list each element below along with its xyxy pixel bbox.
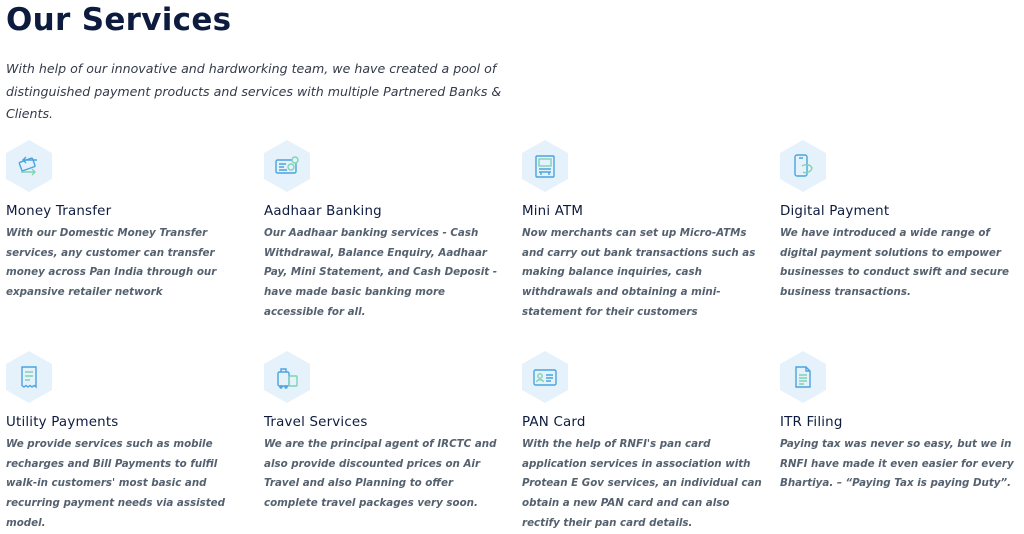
- service-description: We provide services such as mobile recharges and Bill Payments to fulfil walk-in customers' most basic and recurring payment needs via assisted model.: [6, 438, 226, 529]
- service-card-mini-atm: [522, 140, 762, 323]
- travel-luggage-icon: [264, 351, 310, 403]
- bill-receipt-icon: [6, 351, 52, 403]
- service-description: We have introduced a wide range of digital payment solutions to empower businesses to conduct swift and secure business transactions.: [780, 227, 1010, 299]
- aadhaar-card-icon: [264, 140, 310, 192]
- mobile-payment-icon: [780, 140, 826, 192]
- atm-machine-icon: [522, 140, 568, 192]
- service-description: With the help of RNFI's pan card application services in association with Protean E Gov services, an individual can obtain a new PAN card and can also rectify their pan card details.: [522, 438, 762, 529]
- service-description: Paying tax was never so easy, but we in RNFI have made it even easier for every Bhartiya. – “Paying Tax is paying Duty”.: [780, 438, 1014, 490]
- pan-card-icon: [522, 351, 568, 403]
- service-title: ITR Filing: [780, 415, 843, 430]
- service-title: Utility Payments: [6, 415, 119, 430]
- service-title: PAN Card: [522, 415, 586, 430]
- service-description: We are the principal agent of IRCTC and also provide discounted prices on Air Travel and also Planning to offer complete travel packages very soon.: [264, 438, 497, 510]
- service-description: Our Aadhaar banking services - Cash Withdrawal, Balance Enquiry, Aadhaar Pay, Mini Statement, and Cash Deposit - have made basic banking more accessible for all.: [264, 227, 498, 318]
- service-title: Mini ATM: [522, 204, 584, 219]
- money-transfer-icon: [6, 140, 52, 192]
- service-card-pan-card: [522, 351, 762, 534]
- service-card-itr-filing: [780, 351, 1020, 494]
- service-title: Travel Services: [264, 415, 368, 430]
- service-card-aadhaar-banking: [264, 140, 504, 323]
- service-description: Now merchants can set up Micro-ATMs and carry out bank transactions such as making balance inquiries, cash withdrawals and obtaining a mini-statement for their customers: [522, 227, 756, 318]
- service-card-travel-services: [264, 351, 504, 514]
- service-title: Digital Payment: [780, 204, 890, 219]
- intro-text: With help of our innovative and hardworking team, we have created a pool of distinguished payment products and services with multiple Partnered Banks & Clients.: [6, 61, 502, 121]
- service-card-digital-payment: [780, 140, 1020, 303]
- tax-document-icon: [780, 351, 826, 403]
- service-title: Aadhaar Banking: [264, 204, 382, 219]
- service-title: Money Transfer: [6, 204, 112, 219]
- service-card-utility-payments: [6, 351, 246, 534]
- service-description: With our Domestic Money Transfer services, any customer can transfer money across Pan India through our expansive retailer network: [6, 227, 217, 299]
- service-card-money-transfer: [6, 140, 246, 303]
- page-title: Our Services: [6, 2, 232, 38]
